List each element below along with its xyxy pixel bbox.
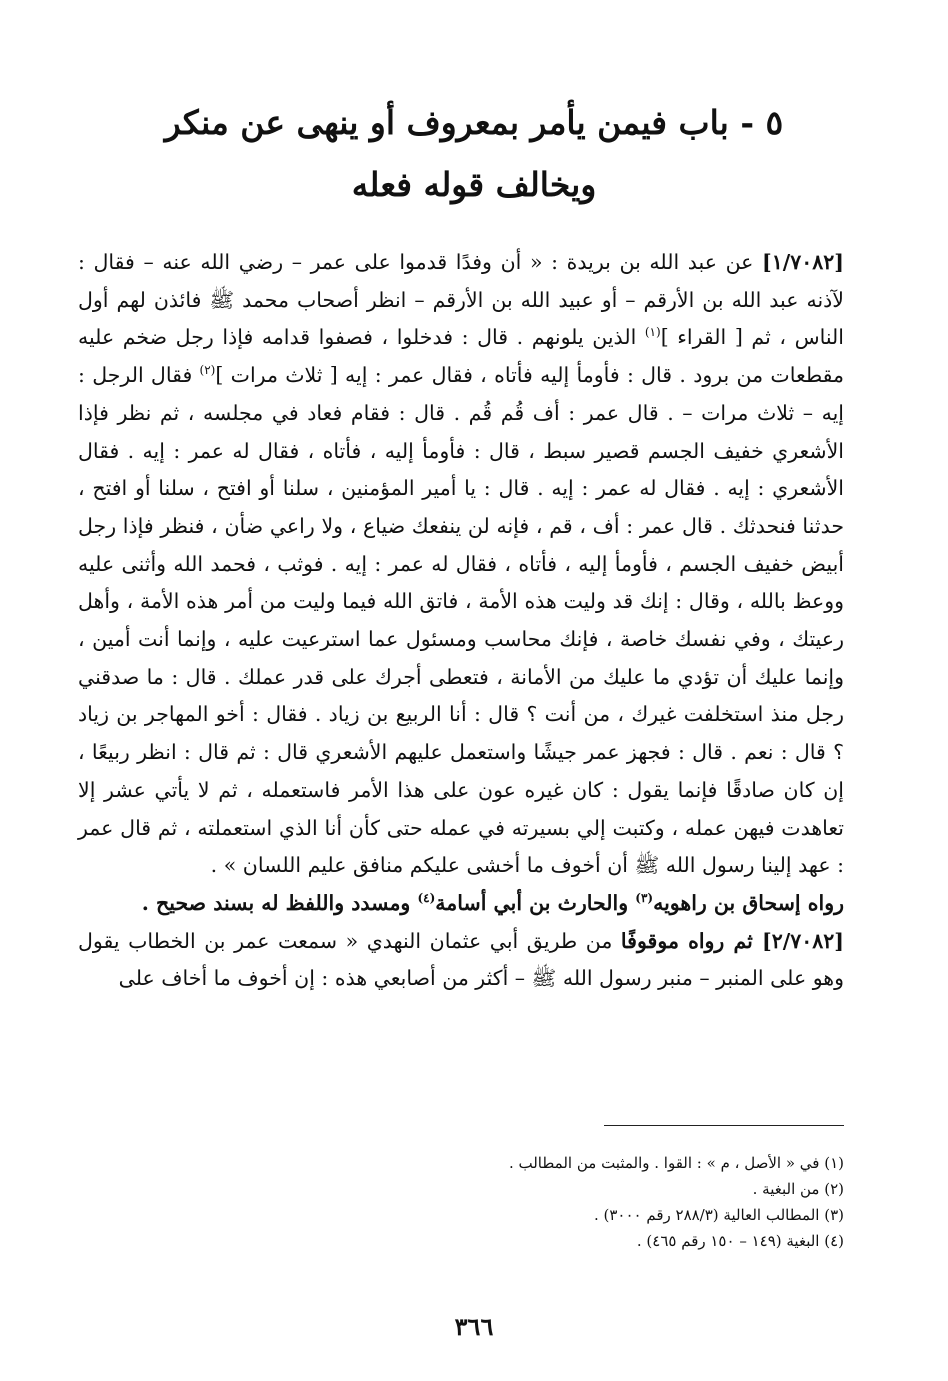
hadith-2-text: من طريق أبي عثمان النهدي « سمعت عمر بن الخطاب يقول وهو على المنبر – منبر رسول الله ﷺ – أكثر من أصابعي هذه : إن أخوف ما أخاف على (78, 928, 844, 991)
footnote-ref-1: (١) (644, 325, 661, 340)
hadith-1-text-c: فقال الرجل : إيه – ثلاث مرات – . قال عمر : أف قُم قُم . قال : فقام فعاد في مجلسه ، ثم نظر فإذا الأشعري خفيف الجسم قصير سبط ، قال : فأومأ إليه ، فأتاه ، فقال له عمر : إيه . فقال الأشعري : إيه . فقال له عمر : إيه . قال : يا أمير المؤمنين ، سلنا أو افتح ، سلنا أو افتح ، حدثنا فنحدثك . قال عمر : أف ، قم ، فإنه لن ينفعك ضياع ، ولا راعي ضأن ، فنظر فإذا رجل أبيض خفيف الجسم ، فأومأ إليه ، فأتاه ، فقال له عمر : إيه . فوثب ، فحمد الله وأثنى عليه ووعظ بالله ، وقال : إنك قد وليت هذه الأمة ، فاتق الله فيما وليت من أمر هذه الأمة ، وأهل رعيتك ، وفي نفسك خاصة ، فإنك محاسب ومسئول عما استرعيت عليه ، وإنما أنت أمين ، وإنما عليك أن تؤدي ما عليك من الأمانة ، فتعطى أجرك على قدر عملك . قال : ما صدقني رجل منذ استخلفت غيرك ، من أنت ؟ قال : أنا الربيع بن زياد . فقال : أخو المهاجر بن زياد ؟ قال : نعم . قال : فجهز عمر جيشًا واستعمل عليهم الأشعري قال : ثم قال : انظر ربيعًا ، إن كان صادقًا فإنما يقول : كان غيره عون على هذا الأمر فاستعمله ، ثم لا يأتي عشر إلا تعاهدت فيهن عمله ، وكتبت إلي بسيرته في عمله حتى كأن أنا الذي استعملته ، ثم قال عمر : عهد إلينا رسول الله ﷺ أن أخوف ما أخشى عليكم منافق عليم اللسان » . (78, 363, 844, 878)
chapter-title-line-2: ويخالف قوله فعله (351, 165, 597, 204)
hadith-1-text-a: عن عبد الله بن بريدة : « أن وفدًا قدموا على عمر – رضي الله عنه – فقال : لآذنه عبد الله بن الأرقم – أو عبيد الله بن الأرقم – انظر أصحاب محمد ﷺ فائذن لهم أول الناس ، ثم [ القراء ] (78, 250, 844, 350)
attribution (78, 885, 844, 923)
footnote-1: (١) في « الأصل ، م » : القوا . والمثبت من المطالب . (508, 1154, 844, 1172)
page-number: ٣٦٦ (454, 1312, 494, 1341)
attribution-text-b: والحارث بن أبي أسامة (435, 890, 636, 915)
attribution-text-a: رواه إسحاق بن راهويه (653, 890, 844, 915)
footnote-ref-2: (٢) (199, 363, 216, 378)
chapter-title-line-1: ٥ - باب فيمن يأمر بمعروف أو ينهى عن منكر (164, 103, 784, 142)
footnote-ref-4: (٤) (417, 891, 436, 906)
footnote-3: (٣) المطالب العالية (٢٨٨/٣ رقم ٣٠٠٠) . (593, 1206, 844, 1224)
footnote-divider (604, 1125, 844, 1126)
attribution-text-c: ومسدد واللفظ له بسند صحيح . (141, 890, 418, 915)
hadith-1 (78, 244, 844, 885)
footnotes-list (300, 1150, 844, 1254)
footnote-2: (٢) من البغية . (752, 1180, 844, 1198)
footnote-ref-3: (٣) (635, 891, 654, 906)
hadith-1-number: [١/٧٠٨٢] (762, 250, 844, 274)
footnote-4: (٤) البغية (١٤٩ – ١٥٠ رقم ٤٦٥) . (636, 1232, 844, 1250)
chapter-title (110, 92, 838, 216)
hadith-2-lead: ثم رواه موقوفًا (620, 928, 763, 953)
hadith-1-text-b: الذين يلونهم . قال : فدخلوا ، فصفوا قدامه فإذا رجل ضخم عليه مقطعات من برود . قال : فأومأ إليه فأتاه ، فقال عمر : إيه [ ثلاث مرات ] (78, 325, 844, 388)
main-text (78, 244, 844, 998)
hadith-2-number: [٢/٧٠٨٢] (762, 928, 844, 953)
hadith-2 (78, 923, 844, 998)
